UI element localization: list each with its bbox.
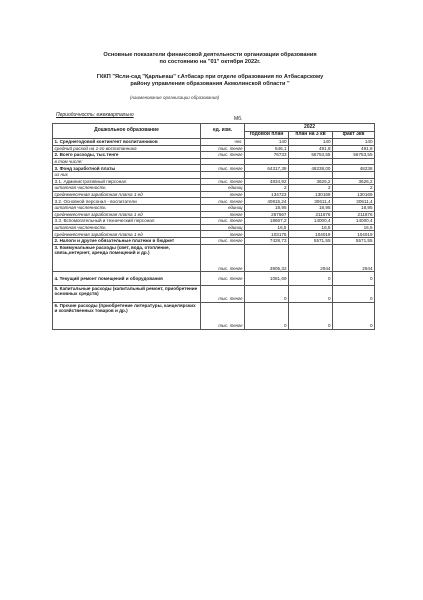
row-plan-3q-cell: 2	[289, 185, 333, 192]
row-name-cell: 5. Капитальные расходы (капитальный ремонт, приобретение основных средств)	[53, 285, 201, 302]
row-fact-3q-cell: 5571,55	[333, 237, 375, 244]
row-name-cell: штатная численность	[53, 224, 201, 231]
row-annual-plan-cell: 140	[245, 139, 289, 146]
row-name-cell: 3. Коммунальные расходы (свет, вода, отопление, связь,интернет, аренда помещений и др.)	[53, 245, 201, 272]
row-plan-3q-cell: 48238,00	[289, 165, 333, 172]
row-plan-3q-cell: 0	[289, 272, 333, 286]
column-header-year: 2022	[245, 124, 375, 132]
report-title: Основные показатели финансовой деятельности организации образования	[103, 52, 317, 58]
row-fact-3q-cell: 491,8	[333, 145, 375, 152]
table-row	[53, 224, 375, 231]
row-plan-3q-cell: 130169	[289, 191, 333, 198]
row-annual-plan-cell: 0	[245, 285, 289, 302]
row-name-cell: 3. Фонд заработной платы	[53, 165, 201, 172]
table-row	[53, 211, 375, 218]
column-header-annual-plan: годовой план	[245, 131, 289, 139]
table-row	[53, 302, 375, 329]
table-row	[53, 152, 375, 159]
organization-name-line2: району управления образования Акмолинской области "	[130, 81, 290, 87]
row-fact-3q-cell: 14000,4	[333, 218, 375, 225]
row-plan-3q-cell	[289, 158, 333, 165]
periodicity-label: Периодичность: ежеквартально	[56, 112, 134, 118]
row-plan-3q-cell: 104019	[289, 231, 333, 238]
table-row	[53, 171, 375, 178]
row-unit-cell: тыс. тенге	[201, 302, 245, 329]
row-plan-3q-cell: 491,8	[289, 145, 333, 152]
row-unit-cell: тыс. тенге	[201, 218, 245, 225]
row-annual-plan-cell	[245, 158, 289, 165]
row-fact-3q-cell: 18,95	[333, 204, 375, 211]
table-row	[53, 145, 375, 152]
row-annual-plan-cell: 0	[245, 302, 289, 329]
row-annual-plan-cell: 4834,92	[245, 178, 289, 185]
table-row	[53, 185, 375, 192]
row-unit-cell	[201, 158, 245, 165]
row-name-cell: 2. Налоги и другие обязательные платежи в бюджет	[53, 237, 201, 244]
row-annual-plan-cell: 267667	[245, 211, 289, 218]
row-fact-3q-cell: 48238	[333, 165, 375, 172]
row-fact-3q-cell: 30611,4	[333, 198, 375, 205]
column-header-plan-3q: план на 3 кв	[289, 131, 333, 139]
row-annual-plan-cell: 40815,24	[245, 198, 289, 205]
table-row	[53, 191, 375, 198]
row-annual-plan-cell: 2	[245, 185, 289, 192]
row-plan-3q-cell: 5571,55	[289, 237, 333, 244]
row-name-cell: среднемесячная заработная плата 1 ед	[53, 231, 201, 238]
row-unit-cell: тенге	[201, 191, 245, 198]
row-annual-plan-cell: 18667,2	[245, 218, 289, 225]
row-unit-cell: единиц	[201, 224, 245, 231]
row-fact-3q-cell: 16,5	[333, 224, 375, 231]
row-plan-3q-cell	[289, 171, 333, 178]
table-row	[53, 231, 375, 238]
column-header-fact-3q: факт 3кв	[333, 131, 375, 139]
table-row	[53, 165, 375, 172]
organization-name-line1: ГККП "Ясли-сад "Қарлығаш" г.Атбасар при отделе образования по Атбасарскому	[96, 74, 324, 80]
row-unit-cell: тыс. тенге	[201, 145, 245, 152]
row-name-cell: 1. Среднегодовой контингент воспитанников	[53, 139, 201, 146]
table-row	[53, 158, 375, 165]
row-name-cell: среднемесячная заработная плата 1 ед	[53, 211, 201, 218]
report-date: по состоянию на "01" октября 2022г.	[159, 59, 261, 65]
row-unit-cell	[201, 171, 245, 178]
row-unit-cell: тенге	[201, 211, 245, 218]
row-name-cell: 3.1. Административный персонал	[53, 178, 201, 185]
row-fact-3q-cell: 140	[333, 139, 375, 146]
row-name-cell: 4. Текущий ремонт помещений и оборудования	[53, 272, 201, 286]
row-name-cell: 3.2. Основной персонал - воспитатели	[53, 198, 201, 205]
row-annual-plan-cell: 546,1	[245, 145, 289, 152]
table-body	[53, 139, 375, 330]
table-row	[53, 272, 375, 286]
row-plan-3q-cell: 16,5	[289, 224, 333, 231]
row-annual-plan-cell: 134723	[245, 191, 289, 198]
row-fact-3q-cell: 0	[333, 272, 375, 286]
row-plan-3q-cell: 56753,55	[289, 152, 333, 159]
row-name-cell: штатная численность	[53, 204, 201, 211]
row-name-cell: из них	[53, 171, 201, 178]
row-annual-plan-cell: 103175	[245, 231, 289, 238]
row-unit-cell: тенге	[201, 231, 245, 238]
row-plan-3q-cell: 0	[289, 285, 333, 302]
row-fact-3q-cell: 211676	[333, 211, 375, 218]
row-unit-cell: тыс. тенге	[201, 285, 245, 302]
row-annual-plan-cell: 64317,39	[245, 165, 289, 172]
row-fact-3q-cell: 0	[333, 285, 375, 302]
row-unit-cell: тыс. тенге	[201, 245, 245, 272]
row-name-cell: 6. Прочие расходы (приобретение литературы, канцелярских и хозяйственных товаров и др.)	[53, 302, 201, 329]
row-annual-plan-cell: 1081,69	[245, 272, 289, 286]
table-row	[53, 218, 375, 225]
row-unit-cell: тыс. тенге	[201, 237, 245, 244]
row-unit-cell: единиц	[201, 185, 245, 192]
row-plan-3q-cell: 3626,2	[289, 178, 333, 185]
row-unit-cell: тыс. тенге	[201, 152, 245, 159]
row-unit-cell: тыс. тенге	[201, 178, 245, 185]
row-annual-plan-cell	[245, 171, 289, 178]
row-name-cell: 2. Всего расходы, тыс.тенге	[53, 152, 201, 159]
row-annual-plan-cell: 16,5	[245, 224, 289, 231]
table-row	[53, 245, 375, 272]
row-annual-plan-cell: 3905,32	[245, 245, 289, 272]
row-fact-3q-cell: 130169	[333, 191, 375, 198]
row-name-cell: в том числе:	[53, 158, 201, 165]
financial-table	[52, 123, 375, 330]
row-plan-3q-cell: 0	[289, 302, 333, 329]
organization-caption: (наименование организации образования)	[130, 95, 220, 100]
row-unit-cell: тыс. тенге	[201, 165, 245, 172]
row-annual-plan-cell: 76733	[245, 152, 289, 159]
row-unit-cell: чел.	[201, 139, 245, 146]
table-row	[53, 204, 375, 211]
row-unit-cell: единиц	[201, 204, 245, 211]
unit-label: Мб.	[234, 116, 243, 122]
table-row	[53, 285, 375, 302]
row-plan-3q-cell: 14000,4	[289, 218, 333, 225]
row-name-cell: 3.3. Вспомогательный и технический персонал	[53, 218, 201, 225]
row-annual-plan-cell: 18,95	[245, 204, 289, 211]
row-name-cell: штатная численность	[53, 185, 201, 192]
row-plan-3q-cell: 2944	[289, 245, 333, 272]
row-fact-3q-cell: 0	[333, 302, 375, 329]
row-unit-cell: тыс. тенге	[201, 272, 245, 286]
row-fact-3q-cell	[333, 171, 375, 178]
row-unit-cell: тыс. тенге	[201, 198, 245, 205]
row-plan-3q-cell: 140	[289, 139, 333, 146]
row-plan-3q-cell: 211676	[289, 211, 333, 218]
row-name-cell: средний расход на 1-го воспитанника	[53, 145, 201, 152]
column-header-unit: ед. изм.	[201, 124, 245, 139]
row-plan-3q-cell: 30611,4	[289, 198, 333, 205]
column-header-name: Дошкольное образование	[53, 124, 201, 139]
row-fact-3q-cell	[333, 158, 375, 165]
row-fact-3q-cell: 2944	[333, 245, 375, 272]
table-row	[53, 237, 375, 244]
row-fact-3q-cell: 104019	[333, 231, 375, 238]
row-annual-plan-cell: 7428,73	[245, 237, 289, 244]
row-name-cell: среднемесячная заработная плата 1 ед	[53, 191, 201, 198]
table-row	[53, 198, 375, 205]
row-fact-3q-cell: 2	[333, 185, 375, 192]
row-plan-3q-cell: 18,95	[289, 204, 333, 211]
row-fact-3q-cell: 56753,55	[333, 152, 375, 159]
table-row	[53, 139, 375, 146]
table-row	[53, 178, 375, 185]
row-fact-3q-cell: 3626,2	[333, 178, 375, 185]
